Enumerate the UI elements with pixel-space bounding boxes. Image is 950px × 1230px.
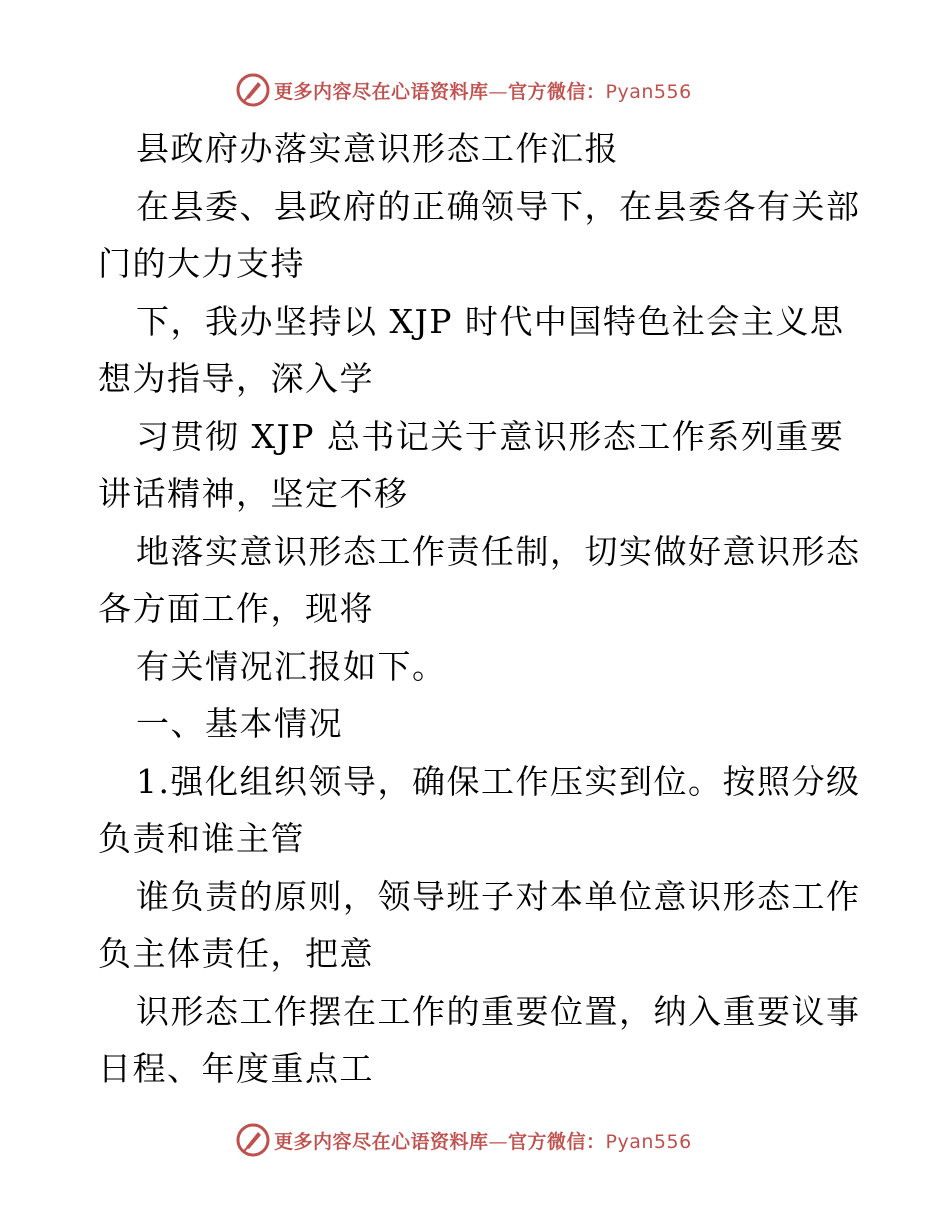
text-line: 想为指导，深入学 xyxy=(98,359,374,398)
text-line: 谁负责的原则，领导班子对本单位意识形态工作 xyxy=(136,876,861,916)
text-line: 各方面工作，现将 xyxy=(98,589,374,628)
text-line: 门的大力支持 xyxy=(98,244,305,283)
text-line: 在县委、县政府的正确领导下，在县委各有关部 xyxy=(136,186,861,226)
text-line: 有关情况汇报如下。 xyxy=(136,646,447,686)
text-line: 1.强化组织领导，确保工作压实到位。按照分级 xyxy=(136,761,861,801)
text-line: 习贯彻 XJP 总书记关于意识形态工作系列重要 xyxy=(136,416,845,456)
text-line: 县政府办落实意识形态工作汇报 xyxy=(136,129,619,168)
text-line: 负责和谁主管 xyxy=(98,819,305,858)
footer-banner xyxy=(236,1122,692,1158)
quill-logo-icon xyxy=(236,73,270,107)
text-line: 一、基本情况 xyxy=(136,704,343,743)
text-line: 负主体责任，把意 xyxy=(98,934,374,973)
banner-text: 更多内容尽在心语资料库—官方微信：Pyan556 xyxy=(274,80,692,103)
banner-text: 更多内容尽在心语资料库—官方微信：Pyan556 xyxy=(274,1130,692,1153)
text-line: 下，我办坚持以 XJP 时代中国特色社会主义思 xyxy=(136,301,845,341)
document-body xyxy=(98,120,868,1098)
header-banner xyxy=(236,72,692,108)
text-line: 日程、年度重点工 xyxy=(98,1049,374,1088)
text-line: 地落实意识形态工作责任制，切实做好意识形态 xyxy=(136,531,861,571)
text-line: 识形态工作摆在工作的重要位置，纳入重要议事 xyxy=(136,991,861,1031)
quill-logo-icon xyxy=(236,1123,270,1157)
text-line: 讲话精神，坚定不移 xyxy=(98,474,409,513)
